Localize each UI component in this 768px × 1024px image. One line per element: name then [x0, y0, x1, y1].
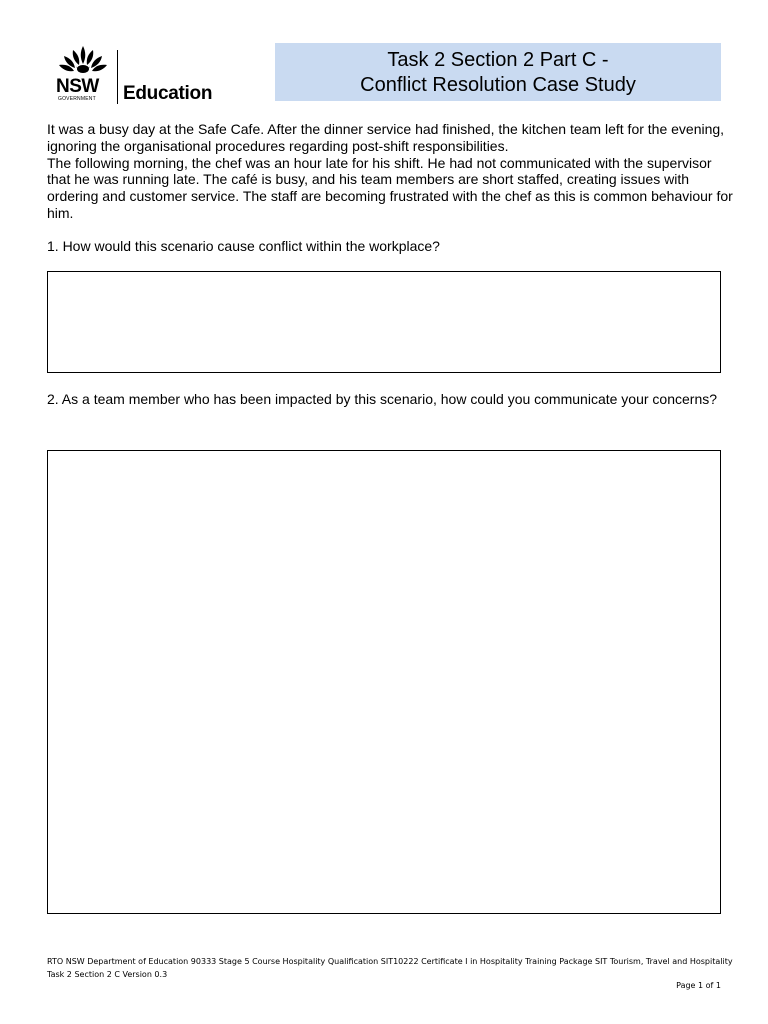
scenario-paragraph-1: It was a busy day at the Safe Cafe. After the dinner service had finished, the kitchen team left for the evening, ignoring the organisational procedures regarding post-shift responsibilities.	[47, 121, 725, 154]
scenario-text	[47, 121, 737, 222]
logo-nsw-text: NSW	[56, 76, 99, 97]
scenario-paragraph-2: The following morning, the chef was an hour late for his shift. He had not communicated with the supervisor that he was running late. The café is busy, and his team members are short staffed, creating issues with ordering and customer service. The staff are becoming frustrated with the chef as this is common behaviour for him.	[47, 154, 733, 221]
footer-info: RTO NSW Department of Education 90333 Stage 5 Course Hospitality Qualification SIT10222 Certificate I in Hospitality Training Package SIT Tourism, Travel and Hospitality Task 2 Section 2 C Version 0.3	[47, 957, 733, 979]
question-1: 1. How would this scenario cause conflict within the workplace?	[47, 238, 440, 254]
nsw-education-logo	[54, 44, 224, 106]
logo-education-text: Education	[123, 83, 213, 104]
page-title-line-2: Conflict Resolution Case Study	[360, 74, 636, 96]
answer-box-1[interactable]	[47, 271, 721, 373]
answer-box-2[interactable]	[47, 450, 721, 914]
page-title-line-1: Task 2 Section 2 Part C -	[387, 49, 609, 71]
question-2: 2. As a team member who has been impacted by this scenario, how could you communicate your concerns?	[47, 391, 718, 407]
page-title-banner	[275, 43, 721, 101]
page-number: Page 1 of 1	[676, 981, 721, 990]
logo-divider	[117, 50, 118, 104]
logo-government-text: GOVERNMENT	[58, 96, 96, 102]
